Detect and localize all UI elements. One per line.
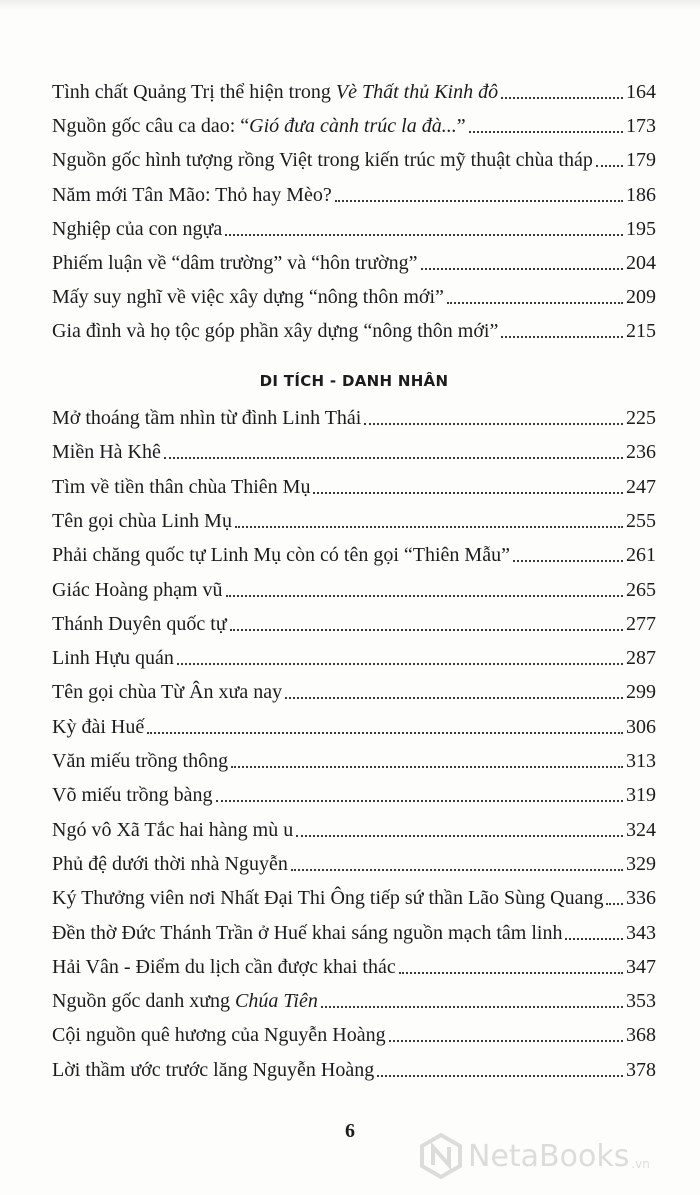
toc-entry-page-number: 261 bbox=[626, 544, 656, 567]
toc-entry-page-number: 247 bbox=[626, 475, 656, 498]
dot-leader bbox=[513, 559, 623, 562]
toc-entry bbox=[52, 711, 656, 739]
toc-entry-page-number: 313 bbox=[626, 750, 656, 772]
toc-entry-text: Tìm về tiền thân chùa Thiên Mụ bbox=[52, 475, 311, 498]
toc-entry-page-number: 164 bbox=[626, 81, 656, 103]
toc-entry-text: Ký Thưởng viên nơi Nhất Đại Thi Ông tiếp sứ thần Lão Sùng Quang bbox=[52, 887, 604, 910]
toc-entry-page-number: 324 bbox=[626, 818, 656, 841]
dot-leader bbox=[164, 456, 623, 459]
toc-entry-text: Linh Hựu quán bbox=[52, 647, 174, 670]
toc-entry-title bbox=[52, 217, 222, 241]
toc-entry-page-number: 329 bbox=[626, 852, 656, 875]
toc-entry-page-number: 195 bbox=[626, 217, 656, 240]
toc-entry bbox=[52, 1054, 656, 1082]
toc-entry bbox=[52, 505, 656, 533]
toc-entry-text: Nguồn gốc danh xưng bbox=[52, 990, 236, 1013]
toc-entry-italic-text: Chúa Tiên bbox=[235, 990, 318, 1013]
toc-entry-text: Năm mới Tân Mão: Thỏ hay Mèo? bbox=[52, 183, 332, 206]
toc-entry-title bbox=[52, 955, 396, 979]
dot-leader bbox=[399, 971, 623, 974]
toc-entry-page-number: 236 bbox=[626, 441, 656, 464]
dot-leader bbox=[296, 834, 623, 837]
toc-entry-title bbox=[52, 80, 498, 104]
toc-entry-page-number: 319 bbox=[626, 784, 656, 807]
toc-entry-title bbox=[52, 989, 318, 1013]
toc-entry-title bbox=[52, 183, 332, 207]
toc-entry bbox=[52, 676, 656, 704]
toc-entry-text: Giác Hoàng phạm vũ bbox=[52, 578, 223, 601]
toc-entry-text: Văn miếu trồng thông bbox=[52, 750, 229, 772]
toc-entry-page-number: 368 bbox=[626, 1024, 656, 1047]
watermark-suffix: .vn bbox=[631, 1157, 650, 1171]
dot-leader bbox=[377, 1074, 623, 1077]
toc-entry bbox=[52, 110, 656, 138]
toc-entry bbox=[52, 848, 656, 876]
watermark-brand: NetaBooks bbox=[468, 1138, 630, 1174]
dot-leader bbox=[216, 799, 623, 802]
toc-entry bbox=[52, 917, 656, 945]
toc-entry-page-number: 277 bbox=[626, 612, 656, 635]
dot-leader bbox=[225, 233, 623, 236]
toc-entry-page-number: 343 bbox=[626, 921, 656, 944]
toc-entry-text: Nguồn gốc câu ca dao: “ bbox=[52, 115, 250, 138]
toc-entry bbox=[52, 951, 656, 979]
toc-entry-title bbox=[52, 680, 282, 704]
toc-entry-text: Cội nguồn quê hương của Nguyễn Hoàng bbox=[52, 1024, 386, 1047]
toc-entry-page-number: 255 bbox=[626, 509, 656, 532]
toc-entry-page-number: 347 bbox=[626, 955, 656, 978]
toc-entry-title bbox=[52, 1058, 374, 1082]
toc-entry-italic-text: Gió đưa cành trúc la đà... bbox=[249, 115, 457, 138]
toc-entry-text: Đền thờ Đức Thánh Trần ở Huế khai sáng nguồn mạch tâm linh bbox=[52, 921, 563, 944]
toc-entry-title bbox=[52, 578, 223, 602]
toc-entry-title bbox=[52, 440, 161, 464]
toc-entry bbox=[52, 471, 656, 499]
toc-entry-title bbox=[52, 715, 144, 739]
dot-leader bbox=[291, 868, 623, 871]
toc-entry bbox=[52, 1019, 656, 1047]
toc-entry-page-number: 287 bbox=[626, 647, 656, 670]
toc-entry-page-number: 179 bbox=[626, 149, 656, 172]
toc-entry-title bbox=[52, 114, 466, 138]
toc-entry-text: Thánh Duyên quốc tự bbox=[52, 612, 227, 635]
toc-entry-page-number: 306 bbox=[626, 715, 656, 738]
dot-leader bbox=[501, 96, 623, 99]
toc-entry bbox=[52, 574, 656, 602]
page-top-edge bbox=[0, 0, 700, 10]
toc-entry-text: Miền Hà Khê bbox=[52, 441, 161, 464]
toc-entry bbox=[52, 402, 656, 430]
toc-entry bbox=[52, 247, 656, 275]
toc-entry bbox=[52, 281, 656, 309]
dot-leader bbox=[226, 594, 623, 597]
toc-entry-page-number: 378 bbox=[626, 1058, 656, 1081]
toc-entry-text: Mở thoáng tầm nhìn từ đình Linh Thái bbox=[52, 407, 362, 429]
page-number: 6 bbox=[345, 1120, 355, 1142]
toc-entry bbox=[52, 76, 656, 104]
dot-leader bbox=[147, 731, 623, 734]
toc-entry-text-after: ” bbox=[456, 115, 466, 138]
toc-entry bbox=[52, 144, 656, 172]
toc-entry-title bbox=[52, 612, 227, 636]
dot-leader bbox=[364, 422, 623, 425]
toc-entry-title bbox=[52, 475, 310, 499]
toc-entry-italic-text: Vè Thất thủ Kinh đô bbox=[335, 81, 499, 103]
toc-entry-title bbox=[52, 285, 444, 309]
toc-entry-text: Nghiệp của con ngựa bbox=[52, 217, 223, 240]
toc-entry-text: Kỳ đài Huế bbox=[52, 715, 145, 738]
dot-leader bbox=[501, 335, 623, 338]
toc-entry-title bbox=[52, 818, 293, 842]
toc-entry-title bbox=[52, 921, 562, 945]
toc-entry-text: Ngó vô Xã Tắc hai hàng mù u bbox=[52, 818, 294, 841]
toc-entry-title bbox=[52, 886, 603, 910]
dot-leader bbox=[313, 491, 623, 494]
toc-entry bbox=[52, 608, 656, 636]
toc-entry bbox=[52, 779, 656, 807]
toc-entry-text: Võ miếu trồng bàng bbox=[52, 784, 213, 807]
toc-entry bbox=[52, 882, 656, 910]
toc-entry-page-number: 225 bbox=[626, 407, 656, 429]
toc-entry-title bbox=[52, 783, 213, 807]
dot-leader bbox=[230, 628, 623, 631]
toc-entry-title bbox=[52, 1023, 386, 1047]
dot-leader bbox=[421, 267, 623, 270]
toc-entry-text: Lời thầm ước trước lăng Nguyễn Hoàng bbox=[52, 1058, 375, 1081]
dot-leader bbox=[596, 164, 623, 167]
toc-entry-title bbox=[52, 319, 498, 343]
toc-entry-page-number: 215 bbox=[626, 320, 656, 343]
toc-entry-page-number: 209 bbox=[626, 286, 656, 309]
dot-leader bbox=[469, 130, 623, 133]
toc-entry-text: Tên gọi chùa Từ Ân xưa nay bbox=[52, 681, 283, 704]
section-heading: DI TÍCH - DANH NHÂN bbox=[259, 372, 449, 390]
netabooks-logo-icon bbox=[418, 1133, 464, 1179]
dot-leader bbox=[606, 902, 623, 905]
toc-entry-title bbox=[52, 148, 593, 172]
toc-entry-title bbox=[52, 646, 174, 670]
dot-leader bbox=[235, 525, 623, 528]
dot-leader bbox=[285, 696, 623, 699]
toc-entry-title bbox=[52, 543, 510, 567]
toc-entry-text: Phủ đệ dưới thời nhà Nguyễn bbox=[52, 852, 288, 875]
dot-leader bbox=[447, 301, 623, 304]
dot-leader bbox=[231, 765, 623, 768]
toc-entry bbox=[52, 315, 656, 343]
dot-leader bbox=[321, 1005, 623, 1008]
toc-entry-text: Hải Vân - Điểm du lịch cần được khai thác bbox=[52, 955, 396, 978]
toc-entry-page-number: 353 bbox=[626, 990, 656, 1013]
dot-leader bbox=[565, 937, 623, 940]
toc-entry bbox=[52, 539, 656, 567]
toc-entry-text: Phải chăng quốc tự Linh Mụ còn có tên gọi “Thiên Mẫu” bbox=[52, 544, 510, 567]
toc-entry-title bbox=[52, 509, 232, 533]
toc-entry-page-number: 299 bbox=[626, 681, 656, 704]
watermark bbox=[418, 1133, 650, 1179]
toc-entry-text: Phiếm luận về “dâm trường” và “hôn trường” bbox=[52, 252, 418, 274]
toc-entry bbox=[52, 745, 656, 773]
toc-entry-title bbox=[52, 852, 288, 876]
toc-entry bbox=[52, 179, 656, 207]
dot-leader bbox=[389, 1039, 623, 1042]
toc-entry-text: Mấy suy nghĩ về việc xây dựng “nông thôn mới” bbox=[52, 286, 444, 309]
toc-entry-title bbox=[52, 406, 361, 430]
toc-entry-text: Tình chất Quảng Trị thể hiện trong bbox=[52, 81, 336, 103]
toc-entry-page-number: 186 bbox=[626, 183, 656, 206]
dot-leader bbox=[177, 662, 623, 665]
toc-entry-text: Tên gọi chùa Linh Mụ bbox=[52, 509, 232, 532]
toc-entry bbox=[52, 642, 656, 670]
toc-entry-title bbox=[52, 251, 418, 275]
toc-entry-title bbox=[52, 749, 228, 773]
toc-entry bbox=[52, 814, 656, 842]
toc-entry-page-number: 336 bbox=[626, 887, 656, 910]
toc-entry-text: Gia đình và họ tộc góp phần xây dựng “nông thôn mới” bbox=[52, 320, 499, 343]
dot-leader bbox=[335, 199, 623, 202]
toc-entry-page-number: 265 bbox=[626, 578, 656, 601]
toc-entry-page-number: 204 bbox=[626, 252, 656, 274]
toc-entry bbox=[52, 213, 656, 241]
toc-entry bbox=[52, 436, 656, 464]
toc-entry-page-number: 173 bbox=[626, 115, 656, 138]
toc-entry-text: Nguồn gốc hình tượng rồng Việt trong kiến trúc mỹ thuật chùa tháp bbox=[52, 149, 593, 172]
toc-entry bbox=[52, 985, 656, 1013]
